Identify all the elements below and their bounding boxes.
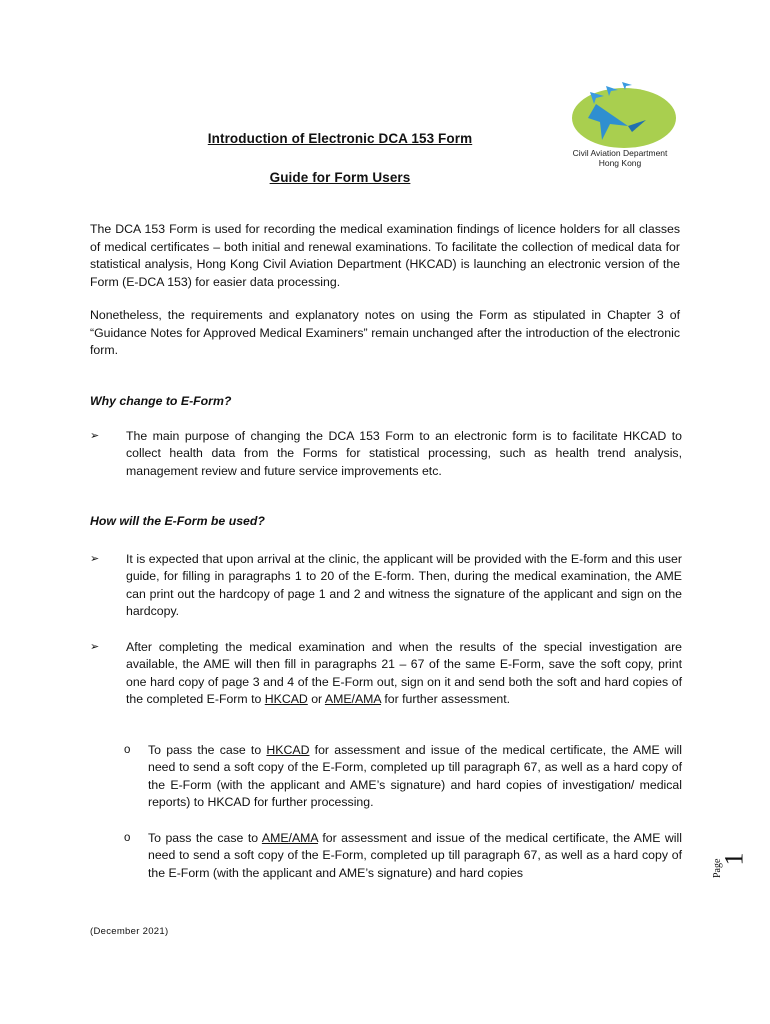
intro-paragraph-1: The DCA 153 Form is used for recording the medical examination findings of licence holders for all classes of medical certificates – both initial and renewal examinations. To facilitate the collection of medical data for statistical analysis, Hong Kong Civil Aviation Department (HKCAD) is launching an electronic version of the Form (E-DCA 153) for easier data processing.	[90, 222, 680, 289]
sub-bullet-1-post: for assessment and issue of the medical certificate, the AME will need to send a soft copy of the E-Form, completed up till paragraph 67, as well as a hard copy of the E-Form (with the applicant and AME’s signature) and hard copies of investigation/ medical reports) to HKCAD for further processing.	[148, 743, 682, 810]
intro-paragraph-2: Nonetheless, the requirements and explanatory notes on using the Form as stipulated in Chapter 3 of “Guidance Notes for Approved Medical Examiners” remain unchanged after the introduction of the electronic form.	[90, 308, 680, 358]
how-used-heading: How will the E-Form be used?	[90, 514, 265, 528]
how-bullet-2-mid: or	[307, 692, 325, 707]
logo-caption	[560, 148, 680, 168]
how-bullet-2-pre: After completing the medical examination and when the results of the special investigation are available, the AME will then fill in paragraphs 21 – 67 of the same E-Form, save the soft copy, print one hard copy of page 3 and 4 of the E-Form out, sign on it and send both the soft and hard copies of the completed E-Form to	[126, 640, 682, 707]
how-bullet-2-text	[126, 639, 682, 709]
sub-bullet-2-text	[148, 830, 682, 882]
page-number: 1	[719, 852, 749, 866]
document-title: Introduction of Electronic DCA 153 Form	[207, 131, 473, 146]
hkcad-link[interactable]: HKCAD	[266, 743, 310, 757]
arrow-bullet-icon: ➢	[90, 430, 100, 442]
page-number-label	[712, 846, 756, 896]
logo-caption-line1: Civil Aviation Department	[572, 148, 668, 158]
circle-bullet-icon: o	[124, 744, 131, 756]
logo-caption-line2: Hong Kong	[598, 158, 642, 168]
sub-bullet-2-post: for assessment and issue of the medical certificate, the AME will need to send a soft copy of the E-Form, completed up till paragraph 67, as well as a hard copy of the E-Form (with the applicant and AME’s signature) and hard copies	[148, 831, 682, 880]
footer-date: (December 2021)	[90, 926, 169, 937]
document-subtitle: Guide for Form Users	[269, 170, 411, 185]
why-change-heading: Why change to E-Form?	[90, 394, 232, 408]
sub-bullet-1-pre: To pass the case to	[148, 743, 267, 757]
how-bullet-2-post: for further assessment.	[380, 692, 511, 707]
circle-bullet-icon: o	[124, 832, 131, 844]
sub-bullet-2-pre: To pass the case to	[148, 831, 262, 845]
sub-bullet-1-text	[148, 742, 682, 812]
ame-ama-link[interactable]: AME/AMA	[261, 831, 318, 845]
ame-ama-link[interactable]: AME/AMA	[324, 692, 381, 707]
arrow-bullet-icon: ➢	[90, 553, 100, 565]
hkcad-link[interactable]: HKCAD	[264, 692, 308, 707]
arrow-bullet-icon: ➢	[90, 641, 100, 653]
page-word: Page	[712, 858, 723, 878]
how-bullet-1-text: It is expected that upon arrival at the clinic, the applicant will be provided with the E-form and this user guide, for filling in paragraphs 1 to 20 of the E-form. Then, during the medical examination, the AME can print out the hardcopy of page 1 and 2 and witness the signature of the applicant and sign on the hardcopy.	[126, 552, 682, 619]
why-bullet-text: The main purpose of changing the DCA 153 Form to an electronic form is to facilitate HKCAD to collect health data from the Forms for statistical processing, such as health trend analysis, management review and future service improvements etc.	[126, 429, 682, 478]
